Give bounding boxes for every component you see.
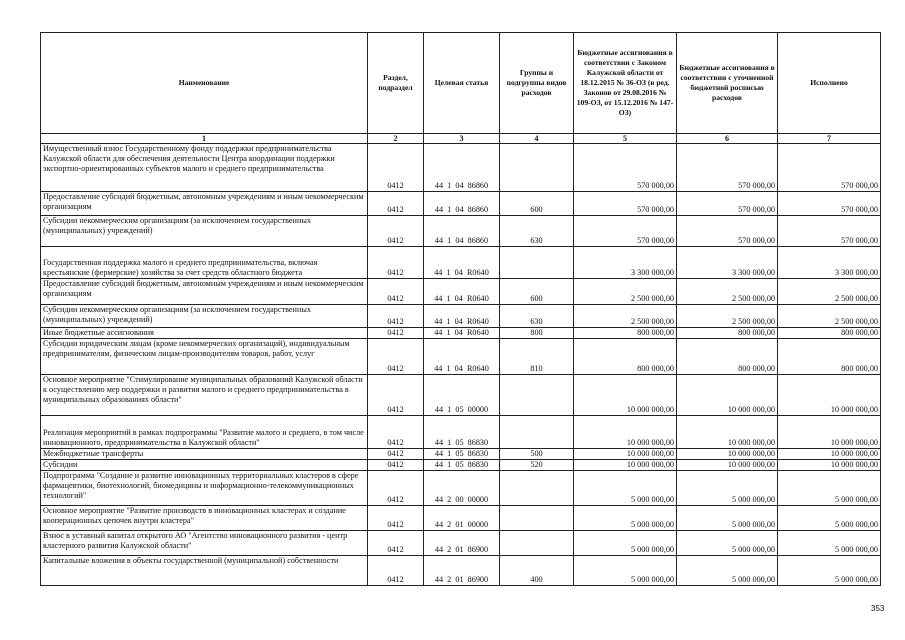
row-law-amount: 570 000,00	[574, 144, 677, 192]
row-law-amount: 5 000 000,00	[574, 531, 677, 556]
row-executed-amount: 10 000 000,00	[778, 460, 881, 471]
row-target: 44 2 01 86900	[424, 531, 500, 556]
row-target: 44 1 04 R0640	[424, 247, 500, 279]
row-group: 630	[500, 305, 574, 328]
row-group	[500, 247, 574, 279]
row-executed-amount: 570 000,00	[778, 216, 881, 247]
row-name: Предоставление субсидий бюджетным, автономным учреждениям и иным некоммерческим организациям	[41, 279, 368, 305]
column-number: 4	[500, 134, 574, 144]
row-plan-amount: 10 000 000,00	[677, 460, 778, 471]
row-section: 0412	[368, 531, 424, 556]
row-target: 44 1 04 86860	[424, 216, 500, 247]
row-executed-amount: 2 500 000,00	[778, 305, 881, 328]
row-group	[500, 416, 574, 449]
header-executed: Исполнено	[778, 33, 881, 134]
row-name: Предоставление субсидий бюджетным, автономным учреждениям и иным некоммерческим организациям	[41, 192, 368, 216]
row-section: 0412	[368, 460, 424, 471]
row-law-amount: 800 000,00	[574, 328, 677, 339]
row-law-amount: 570 000,00	[574, 216, 677, 247]
row-section: 0412	[368, 328, 424, 339]
table-row	[41, 460, 881, 471]
row-plan-amount: 800 000,00	[677, 339, 778, 375]
row-section: 0412	[368, 506, 424, 531]
row-target: 44 2 01 00000	[424, 506, 500, 531]
header-target-article: Целевая статья	[424, 33, 500, 134]
row-group	[500, 471, 574, 506]
row-name: Субсидии юридическим лицам (кроме некоммерческих организаций), индивидуальным предпринимателям, физическим лицам-производителям товаров, работ, услуг	[41, 339, 368, 375]
table-row	[41, 506, 881, 531]
row-name: Субсидии некоммерческим организациям (за исключением государственных (муниципальных) учреждений)	[41, 305, 368, 328]
row-name: Имущественный взнос Государственному фонду поддержки предпринимательства Калужской области для обеспечения деятельности Центра координации поддержки экспортно-ориентированных субъектов малого и среднего предпринимательства	[41, 144, 368, 192]
row-group: 400	[500, 556, 574, 586]
table-row	[41, 531, 881, 556]
row-target: 44 1 04 86860	[424, 144, 500, 192]
row-name: Реализация мероприятий в рамках подпрограммы "Развитие малого и среднего, в том числе инновационного, предпринимательства в Калужской области"	[41, 416, 368, 449]
column-number: 5	[574, 134, 677, 144]
row-law-amount: 10 000 000,00	[574, 375, 677, 416]
row-section: 0412	[368, 375, 424, 416]
row-plan-amount: 570 000,00	[677, 192, 778, 216]
row-group: 800	[500, 328, 574, 339]
row-group	[500, 506, 574, 531]
row-plan-amount: 10 000 000,00	[677, 375, 778, 416]
row-executed-amount: 570 000,00	[778, 144, 881, 192]
row-name: Основное мероприятие "Стимулирование муниципальных образований Калужской области к осуществлению мер поддержки и развития малого и среднего предпринимательства в муниципальных образованиях области"	[41, 375, 368, 416]
row-name: Основное мероприятие "Развитие производств в инновационных кластерах и создание кооперационных цепочек внутри кластера"	[41, 506, 368, 531]
row-target: 44 1 05 86830	[424, 416, 500, 449]
row-plan-amount: 2 500 000,00	[677, 305, 778, 328]
table-row	[41, 144, 881, 192]
row-plan-amount: 5 000 000,00	[677, 506, 778, 531]
row-section: 0412	[368, 416, 424, 449]
budget-execution-table	[40, 32, 881, 586]
row-law-amount: 570 000,00	[574, 192, 677, 216]
column-number: 1	[41, 134, 368, 144]
row-group: 500	[500, 449, 574, 460]
row-law-amount: 10 000 000,00	[574, 416, 677, 449]
row-executed-amount: 800 000,00	[778, 339, 881, 375]
row-target: 44 1 04 R0640	[424, 339, 500, 375]
row-group: 630	[500, 216, 574, 247]
row-executed-amount: 10 000 000,00	[778, 449, 881, 460]
header-section: Раздел, подраздел	[368, 33, 424, 134]
row-executed-amount: 5 000 000,00	[778, 556, 881, 586]
row-name: Подпрограмма "Создание и развитие инновационных территориальных кластеров в сфере фармацевтики, биотехнологий, биомедицины и информационно-телекоммуникационных технологий"	[41, 471, 368, 506]
column-number: 6	[677, 134, 778, 144]
row-group	[500, 144, 574, 192]
row-plan-amount: 570 000,00	[677, 144, 778, 192]
row-law-amount: 5 000 000,00	[574, 506, 677, 531]
row-plan-amount: 10 000 000,00	[677, 416, 778, 449]
row-section: 0412	[368, 305, 424, 328]
row-target: 44 2 01 86900	[424, 556, 500, 586]
header-law-allocations: Бюджетные ассигнования в соответствии с Законом Калужской области от 18.12.2015 № 36-ОЗ (в ред. Законов от 29.08.2016 № 109-ОЗ, от 15.12.2016 № 147-ОЗ)	[574, 33, 677, 134]
row-name: Иные бюджетные ассигнования	[41, 328, 368, 339]
row-executed-amount: 5 000 000,00	[778, 506, 881, 531]
row-executed-amount: 3 300 000,00	[778, 247, 881, 279]
row-section: 0412	[368, 556, 424, 586]
row-name: Субсидии некоммерческим организациям (за исключением государственных (муниципальных) учреждений)	[41, 216, 368, 247]
row-plan-amount: 3 300 000,00	[677, 247, 778, 279]
row-law-amount: 800 000,00	[574, 339, 677, 375]
header-revised-allocations: Бюджетные ассигнования в соответствии с уточненной бюджетной росписью расходов	[677, 33, 778, 134]
row-plan-amount: 800 000,00	[677, 328, 778, 339]
column-number: 3	[424, 134, 500, 144]
row-section: 0412	[368, 279, 424, 305]
row-law-amount: 2 500 000,00	[574, 305, 677, 328]
row-group: 600	[500, 279, 574, 305]
table-row	[41, 328, 881, 339]
row-law-amount: 5 000 000,00	[574, 471, 677, 506]
row-executed-amount: 10 000 000,00	[778, 375, 881, 416]
table-row	[41, 247, 881, 279]
row-executed-amount: 10 000 000,00	[778, 416, 881, 449]
table-row	[41, 449, 881, 460]
column-number: 7	[778, 134, 881, 144]
row-law-amount: 10 000 000,00	[574, 449, 677, 460]
row-target: 44 1 05 86830	[424, 449, 500, 460]
header-row	[41, 33, 881, 134]
table-row	[41, 471, 881, 506]
row-target: 44 1 05 86830	[424, 460, 500, 471]
row-target: 44 2 00 00000	[424, 471, 500, 506]
row-group	[500, 531, 574, 556]
row-plan-amount: 5 000 000,00	[677, 556, 778, 586]
row-target: 44 1 04 R0640	[424, 305, 500, 328]
row-plan-amount: 10 000 000,00	[677, 449, 778, 460]
row-law-amount: 2 500 000,00	[574, 279, 677, 305]
row-executed-amount: 570 000,00	[778, 192, 881, 216]
header-name: Наименование	[41, 33, 368, 134]
column-number: 2	[368, 134, 424, 144]
table-row	[41, 279, 881, 305]
row-law-amount: 5 000 000,00	[574, 556, 677, 586]
row-plan-amount: 5 000 000,00	[677, 471, 778, 506]
table-row	[41, 375, 881, 416]
row-plan-amount: 5 000 000,00	[677, 531, 778, 556]
row-section: 0412	[368, 449, 424, 460]
row-plan-amount: 2 500 000,00	[677, 279, 778, 305]
row-law-amount: 10 000 000,00	[574, 460, 677, 471]
row-name: Государственная поддержка малого и среднего предпринимательства, включая крестьянские (фермерские) хозяйства за счет средств областного бюджета	[41, 247, 368, 279]
row-name: Субсидии	[41, 460, 368, 471]
table-row	[41, 556, 881, 586]
row-section: 0412	[368, 216, 424, 247]
row-target: 44 1 04 86860	[424, 192, 500, 216]
row-section: 0412	[368, 144, 424, 192]
row-target: 44 1 04 R0640	[424, 328, 500, 339]
table-row	[41, 416, 881, 449]
column-number-row	[41, 134, 881, 144]
page-number: 353	[871, 604, 885, 613]
table-row	[41, 305, 881, 328]
row-plan-amount: 570 000,00	[677, 216, 778, 247]
row-section: 0412	[368, 192, 424, 216]
row-group: 600	[500, 192, 574, 216]
row-executed-amount: 5 000 000,00	[778, 531, 881, 556]
row-name: Капитальные вложения в объекты государственной (муниципальной) собственности	[41, 556, 368, 586]
row-group	[500, 375, 574, 416]
row-target: 44 1 05 00000	[424, 375, 500, 416]
table-row	[41, 192, 881, 216]
row-section: 0412	[368, 471, 424, 506]
row-name: Взнос в уставный капитал открытого АО "Агентство инновационного развития - центр кластерного развития Калужской области"	[41, 531, 368, 556]
row-executed-amount: 5 000 000,00	[778, 471, 881, 506]
row-section: 0412	[368, 339, 424, 375]
row-section: 0412	[368, 247, 424, 279]
row-executed-amount: 2 500 000,00	[778, 279, 881, 305]
header-expense-groups: Группы и подгруппы видов расходов	[500, 33, 574, 134]
table-row	[41, 216, 881, 247]
row-group: 810	[500, 339, 574, 375]
row-law-amount: 3 300 000,00	[574, 247, 677, 279]
row-group: 520	[500, 460, 574, 471]
row-executed-amount: 800 000,00	[778, 328, 881, 339]
table-row	[41, 339, 881, 375]
row-name: Межбюджетные трансферты	[41, 449, 368, 460]
row-target: 44 1 04 R0640	[424, 279, 500, 305]
